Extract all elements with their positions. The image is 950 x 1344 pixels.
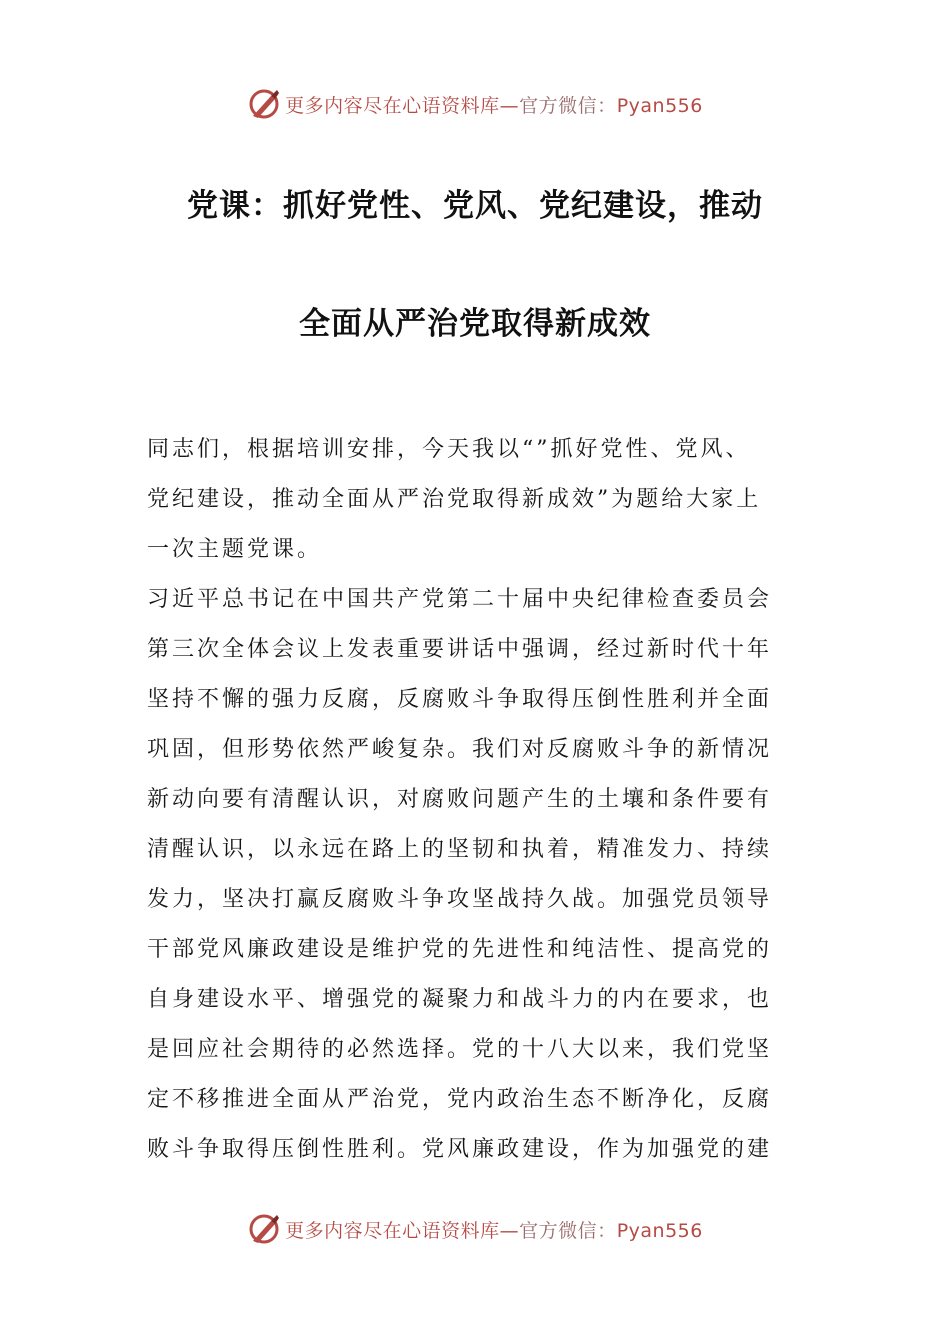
- watermark-wechat-id: Pyan556: [616, 94, 703, 117]
- body-line: 第三次全体会议上发表重要讲话中强调，经过新时代十年: [147, 637, 773, 662]
- body-line: 同志们，根据培训安排，今天我以“”抓好党性、党风、: [147, 437, 751, 462]
- document-title-line-1: 党课：抓好党性、党风、党纪建设，推动: [187, 188, 763, 224]
- watermark-text: [285, 91, 703, 118]
- document-body: [147, 425, 807, 1175]
- watermark-wechat-label: 官方微信：: [519, 94, 617, 117]
- body-line: 习近平总书记在中国共产党第二十届中央纪律检查委员会: [147, 587, 773, 612]
- header-watermark: [0, 84, 950, 124]
- body-line: 发力，坚决打赢反腐败斗争攻坚战持久战。加强党员领导: [147, 887, 773, 912]
- footer-watermark: [0, 1209, 950, 1249]
- watermark-site: 更多内容尽在心语资料库—: [285, 94, 520, 117]
- body-line: 巩固，但形势依然严峻复杂。我们对反腐败斗争的新情况: [147, 737, 773, 762]
- pen-circle-logo-icon: [247, 87, 281, 121]
- body-line: 坚持不懈的强力反腐，反腐败斗争取得压倒性胜利并全面: [147, 687, 773, 712]
- body-line: 清醒认识，以永远在路上的坚韧和执着，精准发力、持续: [147, 837, 773, 862]
- body-line: 是回应社会期待的必然选择。党的十八大以来，我们党坚: [147, 1037, 773, 1062]
- watermark-wechat-label: 官方微信：: [519, 1219, 617, 1242]
- body-line: 新动向要有清醒认识，对腐败问题产生的土壤和条件要有: [147, 787, 773, 812]
- body-line: 一次主题党课。: [147, 537, 323, 562]
- watermark-wechat-id: Pyan556: [616, 1219, 703, 1242]
- document-title-line-2: 全面从严治党取得新成效: [299, 306, 651, 342]
- body-line: 干部党风廉政建设是维护党的先进性和纯洁性、提高党的: [147, 937, 773, 962]
- watermark-site: 更多内容尽在心语资料库—: [285, 1219, 520, 1242]
- body-line: 败斗争取得压倒性胜利。党风廉政建设，作为加强党的建: [147, 1137, 773, 1162]
- watermark-text: [285, 1216, 703, 1243]
- body-line: 定不移推进全面从严治党，党内政治生态不断净化，反腐: [147, 1087, 773, 1112]
- body-line: 自身建设水平、增强党的凝聚力和战斗力的内在要求，也: [147, 987, 773, 1012]
- body-line: 党纪建设，推动全面从严治党取得新成效”为题给大家上: [147, 487, 762, 512]
- pen-circle-logo-icon: [247, 1212, 281, 1246]
